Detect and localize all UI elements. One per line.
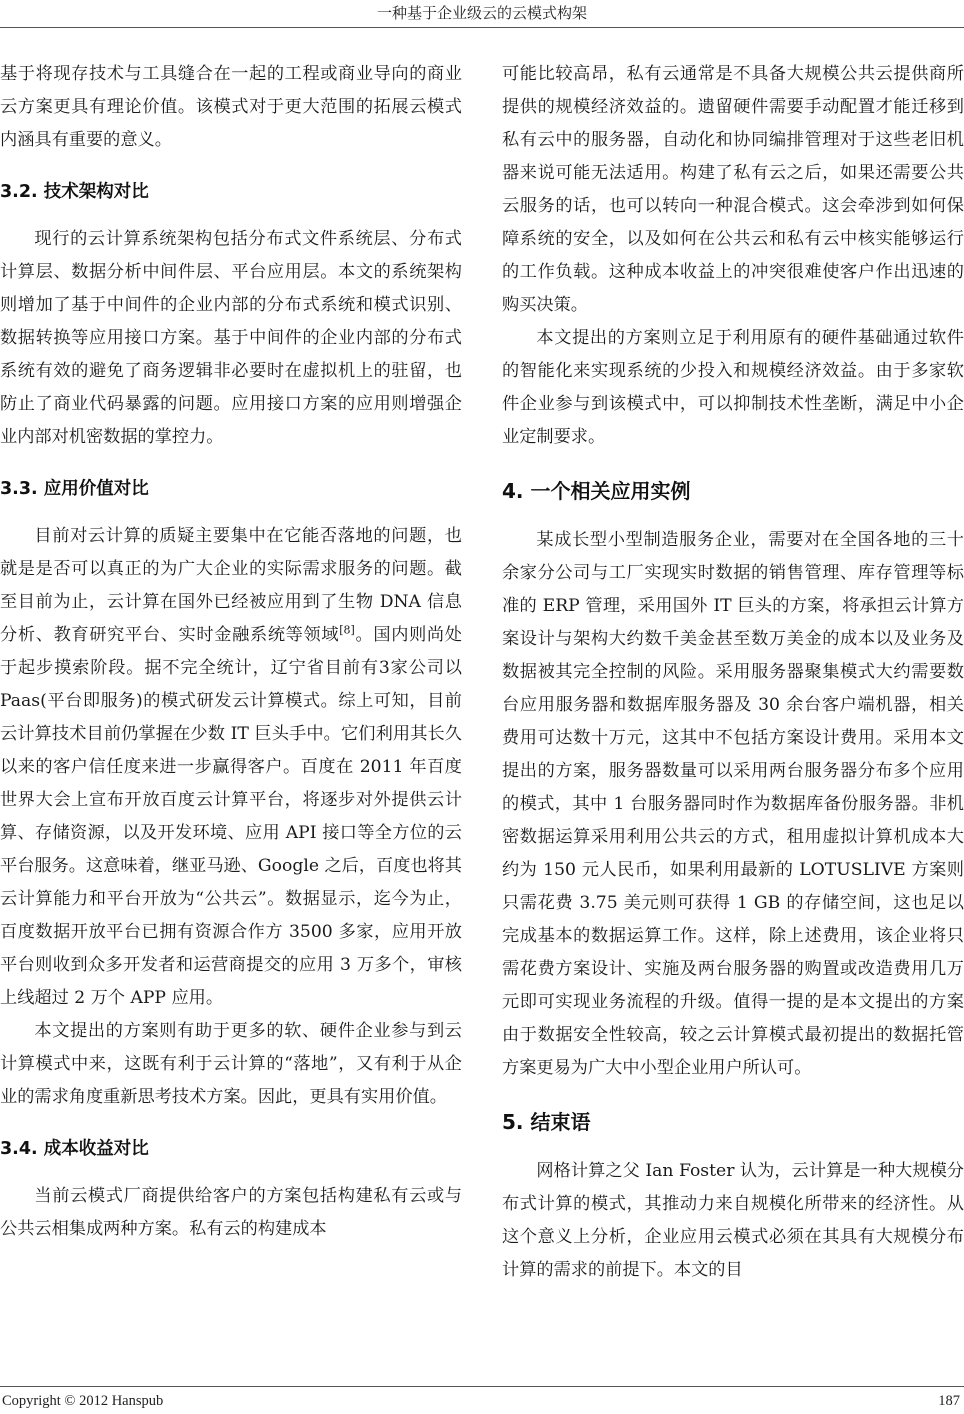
left-column xyxy=(0,58,462,1246)
footer-rule xyxy=(0,1386,964,1387)
copyright-notice: Copyright © 2012 Hanspub xyxy=(2,1393,164,1409)
paragraph: 当前云模式厂商提供给客户的方案包括构建私有云或与公共云相集成两种方案。私有云的构建成本 xyxy=(0,1186,462,1239)
section-heading-4: 4. 一个相关应用实例 xyxy=(502,479,691,503)
paragraph: 网格计算之父 Ian Foster 认为，云计算是一种大规模分布式计算的模式，其推动力来自规模化所带来的经济性。从这个意义上分析，企业应用云模式必须在其具有大规模分布计算的需求的前提下。本文的目 xyxy=(502,1161,964,1280)
paragraph: 本文提出的方案则立足于利用原有的硬件基础通过软件的智能化来实现系统的少投入和规模经济效益。由于多家软件企业参与到该模式中，可以抑制技术性垄断，满足中小企业定制要求。 xyxy=(502,328,964,447)
footer xyxy=(0,1391,964,1411)
page-number: 187 xyxy=(938,1393,960,1409)
paragraph-text: 目前对云计算的质疑主要集中在它能否落地的问题，也就是是否可以真正的为广大企业的实际需求服务的问题。截至目前为止，云计算在国外已经被应用到了生物 DNA 信息分析、教育研究平台、实时金融系统等领域 xyxy=(0,526,462,645)
right-column xyxy=(502,58,964,1287)
section-heading-3-3: 3.3. 应用价值对比 xyxy=(0,479,149,499)
section-heading-5: 5. 结束语 xyxy=(502,1110,591,1134)
paragraph: 本文提出的方案则有助于更多的软、硬件企业参与到云计算模式中来，这既有利于云计算的“落地”，又有利于从企业的需求角度重新思考技术方案。因此，更具有实用价值。 xyxy=(0,1021,462,1107)
section-heading-3-2: 3.2. 技术架构对比 xyxy=(0,182,149,202)
paragraph: 基于将现存技术与工具缝合在一起的工程或商业导向的商业云方案更具有理论价值。该模式对于更大范围的拓展云模式内涵具有重要的意义。 xyxy=(0,64,462,150)
paragraph: 现行的云计算系统架构包括分布式文件系统层、分布式计算层、数据分析中间件层、平台应用层。本文的系统架构则增加了基于中间件的企业内部的分布式系统和模式识别、数据转换等应用接口方案。基于中间件的企业内部的分布式系统有效的避免了商务逻辑非必要时在虚拟机上的驻留，也防止了商业代码暴露的问题。应用接口方案的应用则增强企业内部对机密数据的掌控力。 xyxy=(0,229,462,447)
paragraph: 某成长型小型制造服务企业，需要对在全国各地的三十余家分公司与工厂实现实时数据的销售管理、库存管理等标准的 ERP 管理，采用国外 IT 巨头的方案，将承担云计算方案设计与架构大约数千美金甚至数万美金的成本以及业务及数据被其完全控制的风险。采用服务器聚集模式大约需要数台应用服务器和数据库服务器及 30 余台客户端机器，相关费用可达数十万元，这其中不包括方案设计费用。采用本文提出的方案，服务器数量可以采用两台服务器分布多个应用的模式，其中 1 台服务器同时作为数据库备份服务器。非机密数据运算采用利用公共云的方式，租用虚拟计算机成本大约为 150 元人民币，如果利用最新的 LOTUSLIVE 方案则只需花费 3.75 美元则可获得 1 GB 的存储空间，这也足以完成基本的数据运算工作。这样，除上述费用，该企业将只需花费方案设计、实施及两台服务器的购置或改造费用几万元即可实现业务流程的升级。值得一提的是本文提出的方案由于数据安全性较高，较之云计算模式最初提出的数据托管方案更易为广大中小型企业用户所认可。 xyxy=(502,530,964,1078)
header-rule xyxy=(0,27,964,28)
running-header: 一种基于企业级云的云模式构架 xyxy=(376,4,587,22)
citation-reference: [8] xyxy=(339,623,355,637)
paragraph-text: 。国内则尚处于起步摸索阶段。据不完全统计，辽宁省目前有3家公司以Paas(平台即服务)的模式研发云计算模式。综上可知，目前云计算技术目前仍掌握在少数 IT 巨头手中。它们利用其长久以来的客户信任度来进一步赢得客户。百度在 2011 年百度世界大会上宣布开放百度云计算平台，将逐步对外提供云计算、存储资源，以及开发环境、应用 API 接口等全方位的云平台服务。这意味着，继亚马逊、Google 之后，百度也将其云计算能力和平台开放为“公共云”。数据显示，迄今为止，百度数据开放平台已拥有资源合作方 3500 多家，应用开放平台则收到众多开发者和运营商提交的应用 3 万多个，审核上线超过 2 万个 APP 应用。 xyxy=(0,625,462,1008)
paragraph: 可能比较高昂，私有云通常是不具备大规模公共云提供商所提供的规模经济效益的。遗留硬件需要手动配置才能迁移到私有云中的服务器，自动化和协同编排管理对于这些老旧机器来说可能无法适用。构建了私有云之后，如果还需要公共云服务的话，也可以转向一种混合模式。这会牵涉到如何保障系统的安全，以及如何在公共云和私有云中核实能够运行的工作负载。这种成本收益上的冲突很难使客户作出迅速的购买决策。 xyxy=(502,64,964,315)
section-heading-3-4: 3.4. 成本收益对比 xyxy=(0,1139,149,1159)
paragraph xyxy=(0,520,462,1015)
